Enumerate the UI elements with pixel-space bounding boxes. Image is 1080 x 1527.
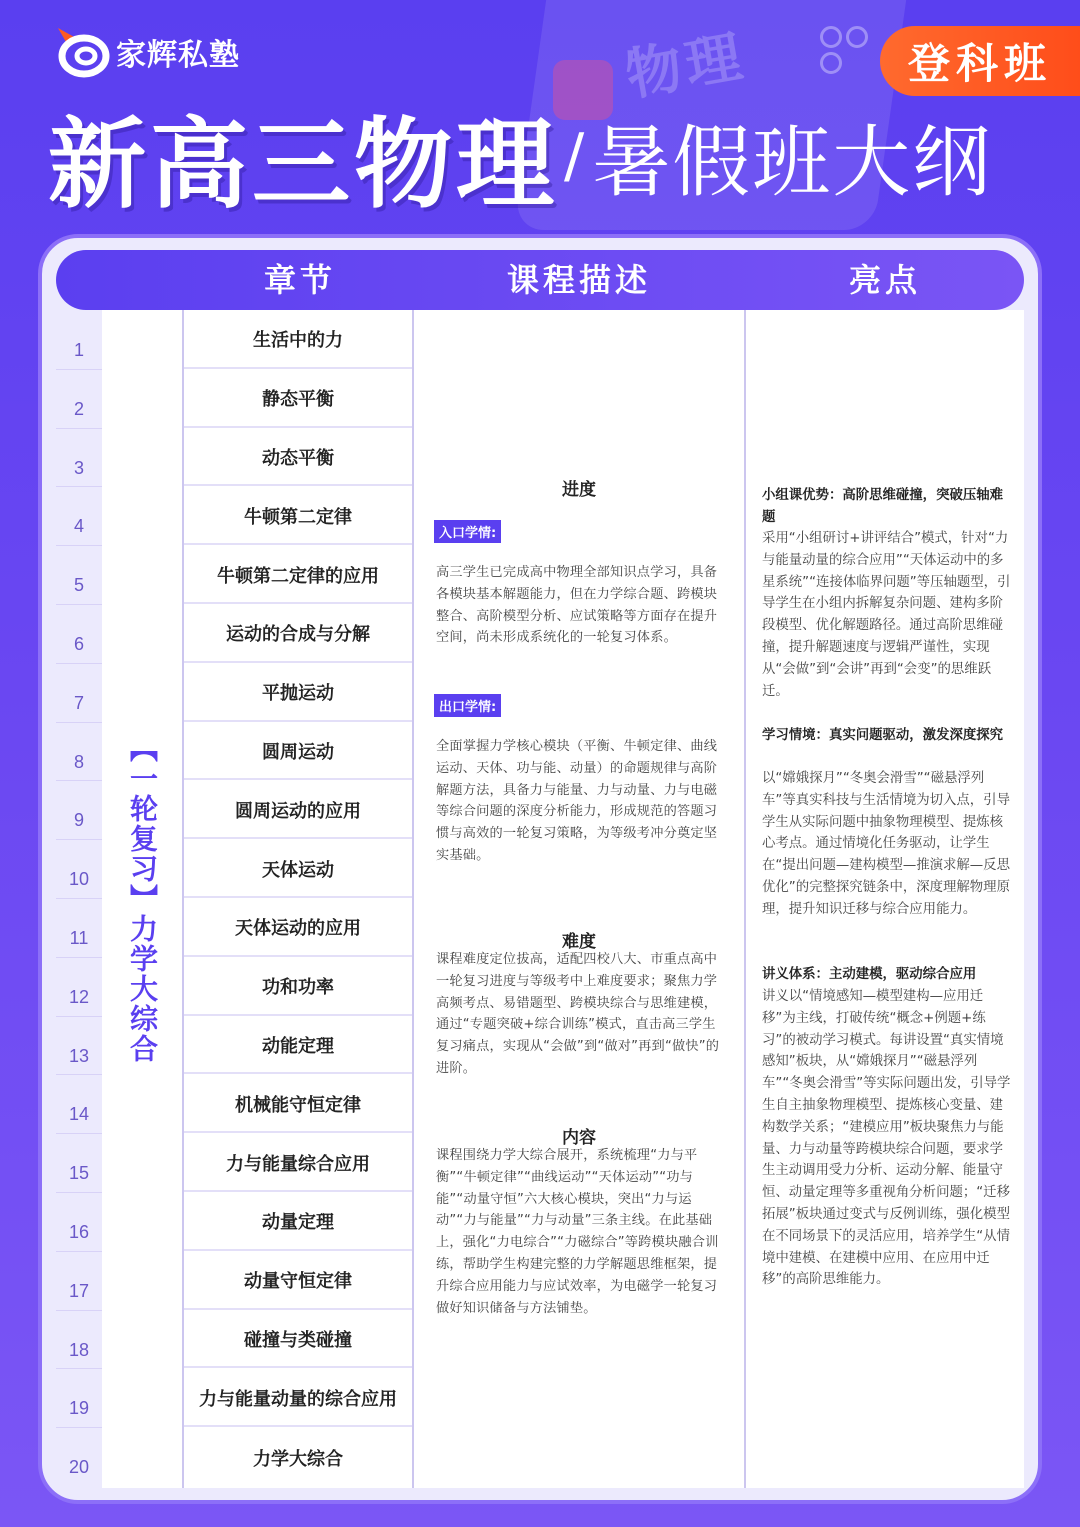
highlight-title-2: 学习情境：真实问题驱动，激发深度探究 [762,728,1004,743]
highlight-title-1: 小组课优势：高阶思维碰撞，突破压轴难题 [762,488,1004,525]
module-label: 【一轮复习】力学大综合 [126,734,159,1064]
highlight-text-3: 讲义以“情境感知—模型建构—应用迁移”为主线，打破传统“概念+例题+练习”的被动学习模式。每讲设置“真实情境感知”板块，从“嫦娥探月”“磁悬浮列车”“冬奥会滑雪”等实际问题出发，引导学生自主抽象物理模型、提炼核心变量、建构数学关系；“建模应用”板块聚焦力与能量、力与动量等跨模块综合问题，要求学生主动调用受力分析、运动分解、能量守恒、动量定理等多重视角分析问题；“迁移拓展”板块通过变式与反例训练，强化模型在不同场景下的灵活应用，培养学生“从情境中建模、在建模中应用、在应用中迁移”的高阶思维能力。 [762,989,1011,1288]
header-chapter: 章节 [263,261,336,299]
row-divider [56,1192,102,1193]
highlight-text-1: 采用“小组研讨+讲评结合”模式，针对“力与能量动量的综合应用”“天体运动中的多星系统”“连接体临界问题”等压轴题型，引导学生在小组内拆解复杂问题、建构多阶段模型、优化解题路径。通过高阶思维碰撞，提升解题速度与逻辑严谨性，实现从“会做”到“会讲”再到“会变”的思维跃迁。 [762,531,1011,699]
module-cell [102,310,182,1488]
row-number: 8 [73,751,84,772]
row-number: 4 [73,516,84,537]
row-divider [56,957,102,958]
row-divider [56,1133,102,1134]
brand-name: 家辉私塾 [116,38,240,73]
chapter-cell: 牛顿第二定律的应用 [184,547,412,604]
chapter-cell: 力学大综合 [184,1429,412,1486]
difficulty-text: 课程难度定位拔高，适配四校八大、市重点高中一轮复习进度与等级考中上难度要求；聚焦力学高频考点、易错题型、跨模块综合与思维建模，通过“专题突破+综合训练”模式，直击高三学生复习痛点，实现从“会做”到“做对”再到“做快”的进阶。 [436,952,720,1076]
chapter-cell: 力与能量综合应用 [184,1135,412,1192]
chapter-cell: 圆周运动的应用 [184,782,412,839]
chapter-cell: 功和功率 [184,959,412,1016]
chapter-cell: 天体运动 [184,841,412,898]
entry-text: 高三学生已完成高中物理全部知识点学习，具备各模块基本解题能力，但在力学综合题、跨模块整合、高阶模型分析、应试策略等方面存在提升空间，尚未形成系统化的一轮复习体系。 [436,565,718,646]
description-column [414,310,744,1488]
chapter-cell: 力与能量动量的综合应用 [184,1370,412,1427]
page-title [48,96,993,222]
row-divider [56,1251,102,1252]
exit-tag: 出口学情: [434,694,501,717]
row-divider [56,369,102,370]
row-number: 5 [73,575,84,596]
entry-tag: 入口学情: [434,520,501,543]
chapter-cell: 圆周运动 [184,724,412,781]
chapter-cell: 动量定理 [184,1194,412,1251]
difficulty-title: 难度 [562,932,596,952]
row-number: 11 [69,928,89,948]
highlight-text-2: 以“嫦娥探月”“冬奥会滑雪”“磁悬浮列车”等真实科技与生活情境为切入点，引导学生从实际问题中抽象物理模型、提炼核心考点。通过情境化任务驱动，让学生在“提出问题—建构模型—推演求解—反思优化”的完整探究链条中，深度理解物理原理，提升知识迁移与综合应用能力。 [762,771,1010,917]
chapter-cell: 静态平衡 [184,371,412,428]
chapter-cell: 平抛运动 [184,665,412,722]
row-divider [56,722,102,723]
row-divider [56,663,102,664]
row-number: 10 [68,869,90,890]
content-text: 课程围绕力学大综合展开，系统梳理“力与平衡”“牛顿定律”“曲线运动”“天体运动”“功与能”“动量守恒”六大核心模块，突出“力与运动”“力与能量”“力与动量”三条主线。在此基础上，强化“力电综合”“力磁综合”等跨模块融合训练，帮助学生构建完整的力学解题思维框架，提升综合应用能力与应试效率，为电磁学一轮复习做好知识储备与方法铺垫。 [436,1148,719,1316]
row-number: 9 [73,810,84,831]
row-number: 13 [68,1045,90,1066]
chapter-cell: 动态平衡 [184,430,412,487]
row-divider [56,1427,102,1428]
row-number: 3 [73,457,84,478]
chapter-cell: 动能定理 [184,1018,412,1075]
chapter-cell: 生活中的力 [184,312,412,369]
row-divider [56,1368,102,1369]
row-number: 12 [68,986,90,1007]
table-header [56,250,1024,310]
logo-swirl-icon [52,24,110,80]
chapter-cell: 天体运动的应用 [184,900,412,957]
chapter-cell: 碰撞与类碰撞 [184,1312,412,1369]
row-number: 7 [73,692,84,713]
row-divider [56,604,102,605]
row-divider [56,898,102,899]
highlight-column [746,310,1024,1488]
decorative-dots [820,26,890,56]
row-number: 1 [73,340,84,360]
chapter-cell: 牛顿第二定律 [184,488,412,545]
row-number: 15 [68,1163,90,1184]
row-divider [56,839,102,840]
background-subject-word: 物理 [621,24,751,109]
class-badge: 登科班 [880,26,1080,96]
chapter-cell: 运动的合成与分解 [184,606,412,663]
row-number: 18 [68,1339,90,1360]
content-title: 内容 [562,1128,596,1148]
row-divider [56,428,102,429]
row-divider [56,1016,102,1017]
row-number: 14 [68,1104,90,1125]
row-number: 17 [68,1280,90,1301]
row-number: 16 [68,1222,90,1242]
row-number: 20 [68,1457,90,1478]
title-main: 新高三物理 [48,107,559,222]
row-number: 19 [68,1398,90,1419]
highlight-title-3: 讲义体系：主动建模，驱动综合应用 [762,967,977,982]
chapter-cell: 机械能守恒定律 [184,1076,412,1133]
title-slash: / [564,121,585,191]
row-divider [56,1310,102,1311]
title-sub: 暑假班大纲 [592,118,993,208]
row-divider [56,780,102,781]
chapter-cell: 动量守恒定律 [184,1253,412,1310]
header-description: 课程描述 [506,261,651,299]
row-divider [56,486,102,487]
header-highlight: 亮点 [848,261,921,299]
row-number: 6 [73,634,84,654]
row-number: 2 [73,398,84,419]
row-divider [56,1074,102,1075]
brand-logo [52,22,240,82]
progress-title: 进度 [562,480,596,500]
row-divider [56,545,102,546]
exit-text: 全面掌握力学核心模块（平衡、牛顿定律、曲线运动、天体、功与能、动量）的命题规律与高阶解题方法，具备力与能量、力与动量、力与电磁等综合问题的深度分析能力，形成规范的答题习惯与高效的一轮复习策略，为等级考冲分奠定坚实基础。 [436,739,718,863]
